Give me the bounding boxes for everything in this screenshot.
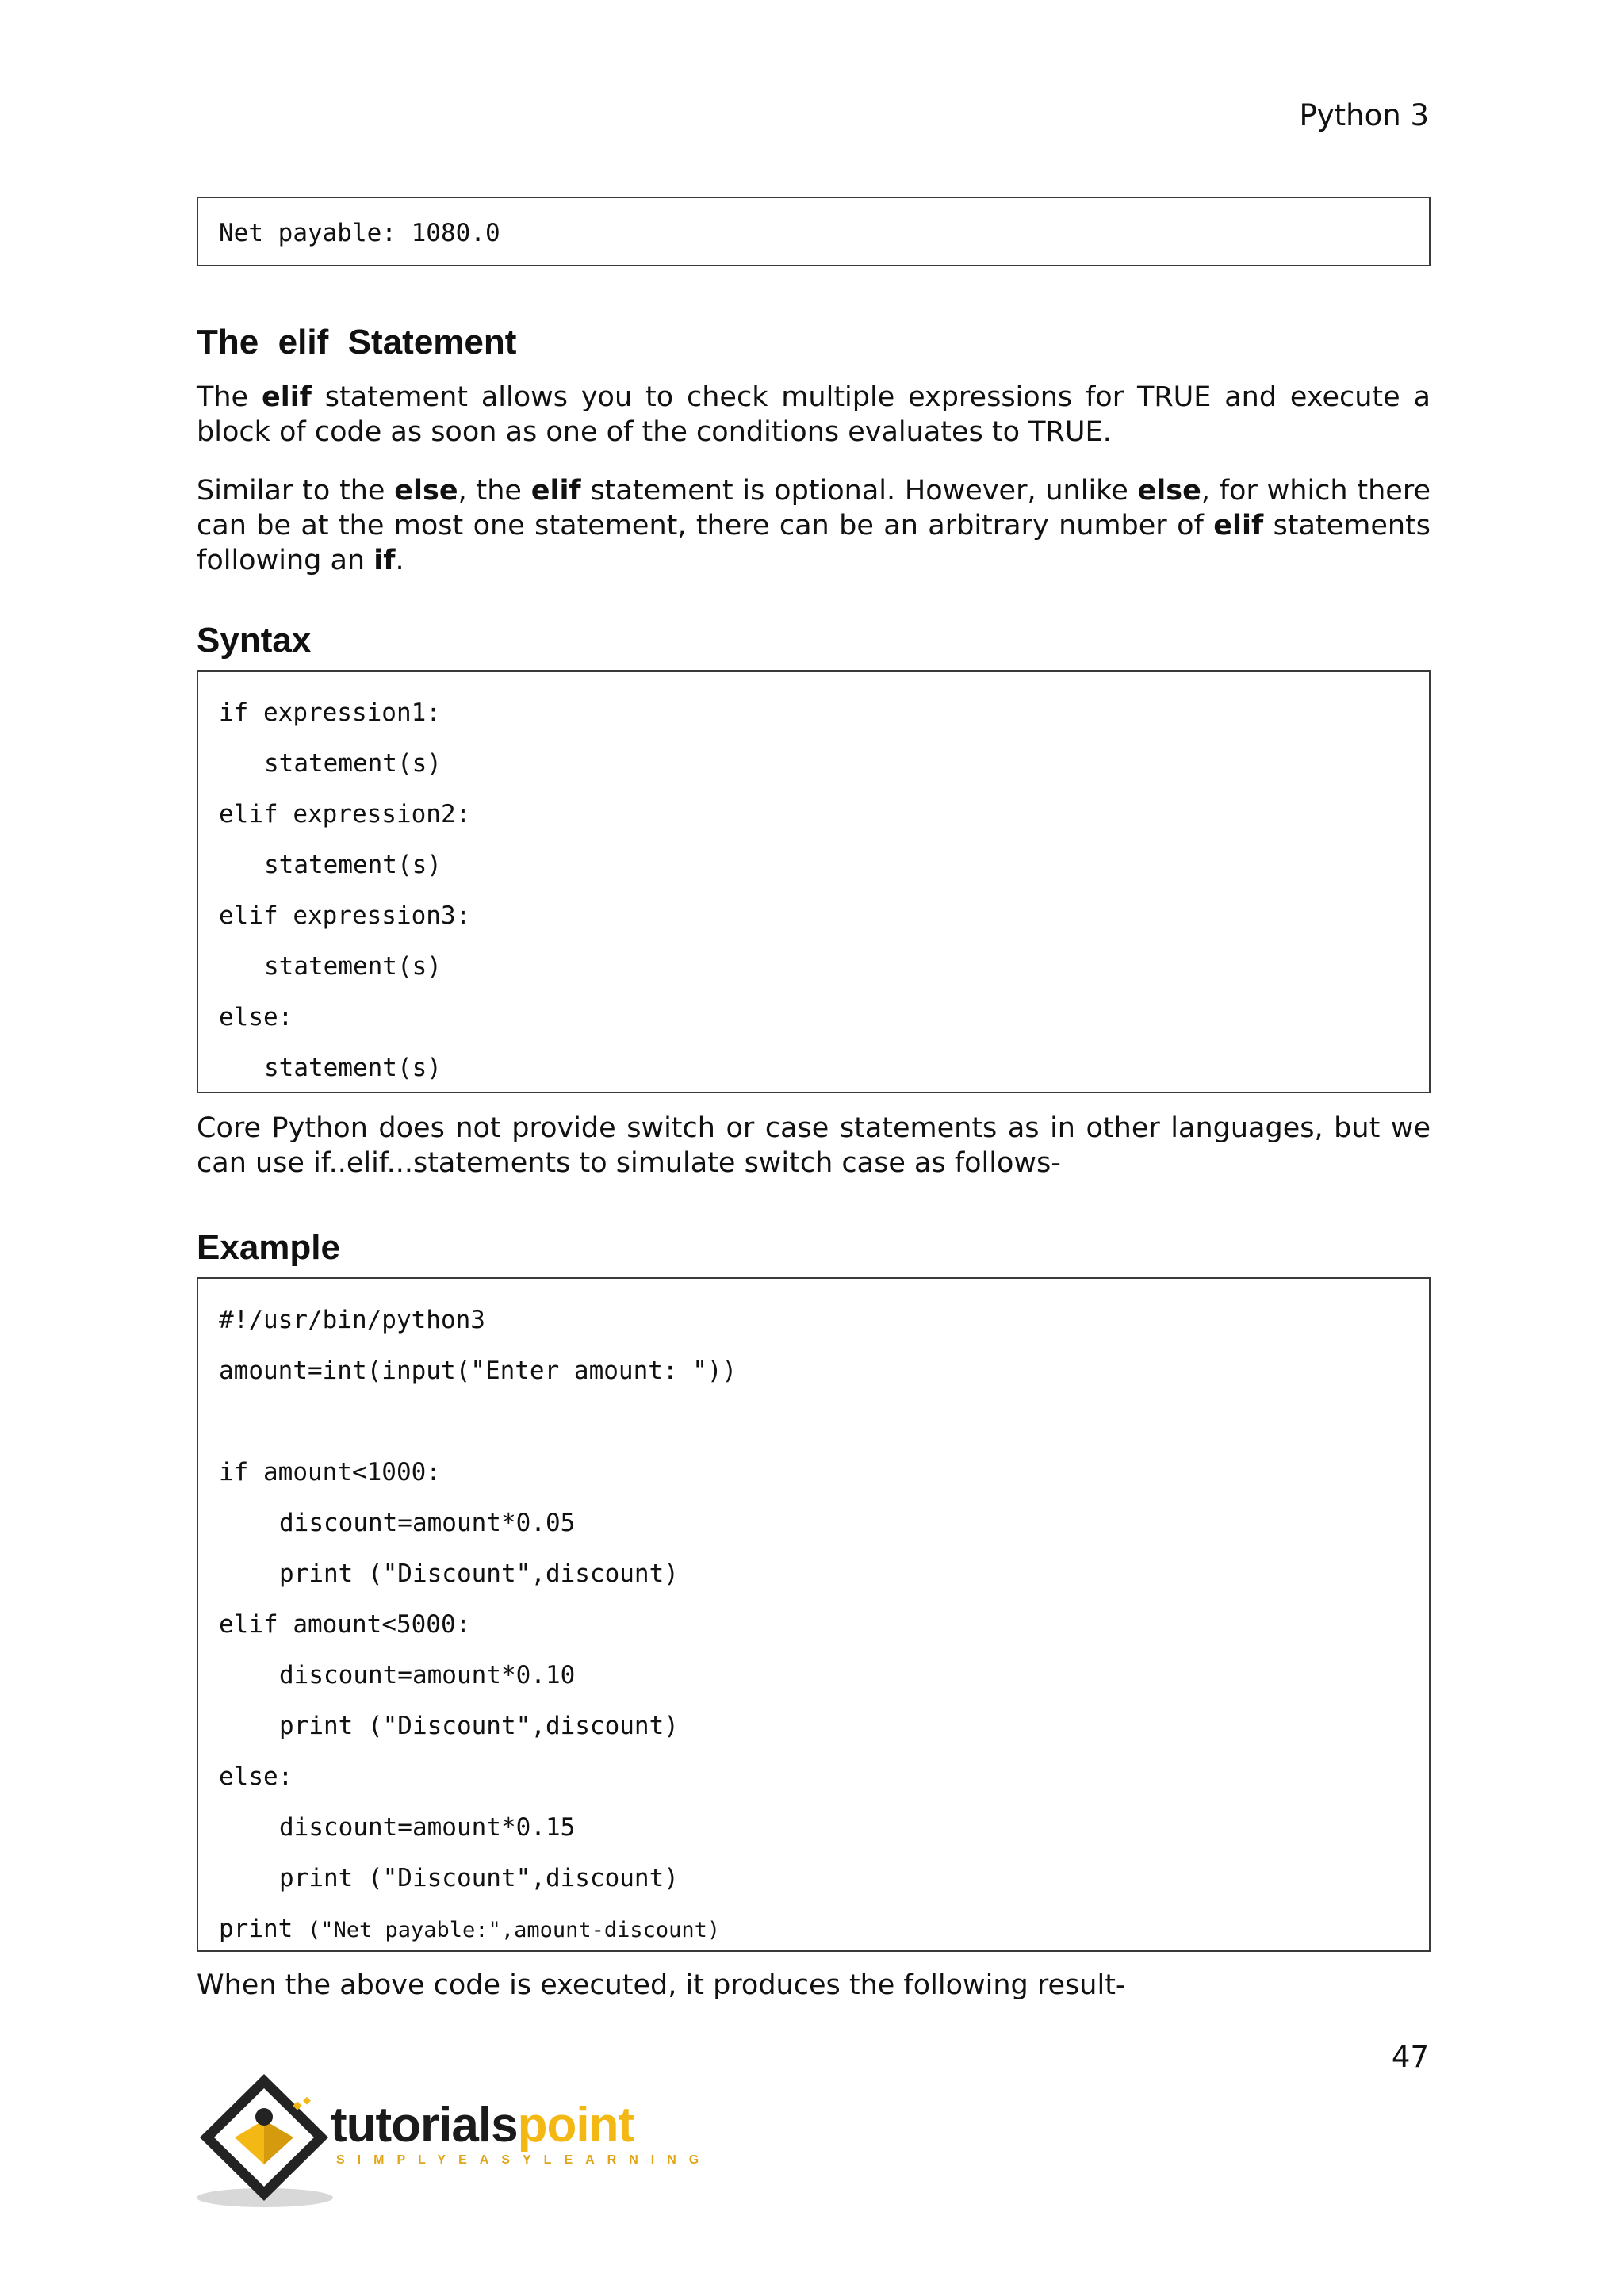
code-line: if amount<1000: [219,1458,441,1487]
logo-tagline: SIMPLYEASYLEARNING [336,2153,712,2167]
logo-emblem-icon [195,2071,334,2210]
section-heading-syntax: Syntax [197,621,312,660]
code-line: discount=amount*0.05 [279,1509,576,1537]
code-line: if expression1: [219,698,441,727]
code-line: #!/usr/bin/python3 [219,1306,485,1334]
code-line: amount=int(input("Enter amount: ")) [219,1357,737,1385]
code-line: discount=amount*0.10 [279,1661,576,1689]
code-line: else: [219,1003,293,1031]
code-line: elif expression3: [219,901,471,930]
logo-wordmark: tutorialspoint [331,2098,634,2152]
code-line: statement(s) [264,952,442,981]
section-heading-elif: The elif Statement [197,323,517,362]
output-box [197,197,1431,266]
running-header: Python 3 [1299,98,1429,132]
code-line: discount=amount*0.15 [279,1813,576,1842]
page-number: 47 [1391,2040,1429,2074]
elif-optional-paragraph: Similar to the else, the elif statement is optional. However, unlike else, for which there can be at the most one statement, there can be an arbitrary number of elif statements following an if. [197,475,1431,576]
tutorialspoint-logo [195,2071,712,2210]
code-line [219,1396,1408,1447]
code-line: elif expression2: [219,800,471,828]
code-line: statement(s) [264,851,442,879]
code-line: print ("Discount",discount) [279,1559,679,1588]
syntax-code-box [197,670,1431,1093]
code-line: print ("Discount",discount) [279,1712,679,1740]
result-intro-paragraph: When the above code is executed, it produces the following result- [197,1969,1126,2001]
code-line: statement(s) [264,749,442,778]
example-code-box [197,1277,1431,1952]
page-content [197,197,1431,2003]
code-line: else: [219,1762,293,1791]
code-line: elif amount<5000: [219,1610,471,1639]
section-heading-example: Example [197,1228,340,1267]
switch-case-paragraph: Core Python does not provide switch or case statements as in other languages, but we can use if..elif...statements to simulate switch case as follows- [197,1112,1431,1179]
code-line: statement(s) [264,1054,442,1082]
code-line: Net payable: 1080.0 [219,219,500,247]
code-line: print ("Net payable:",amount-discount) [219,1915,721,1943]
elif-description-paragraph: The elif statement allows you to check multiple expressions for TRUE and execute a block of code as soon as one of the conditions evaluates to TRUE. [197,381,1431,448]
code-line: print ("Discount",discount) [279,1864,679,1892]
